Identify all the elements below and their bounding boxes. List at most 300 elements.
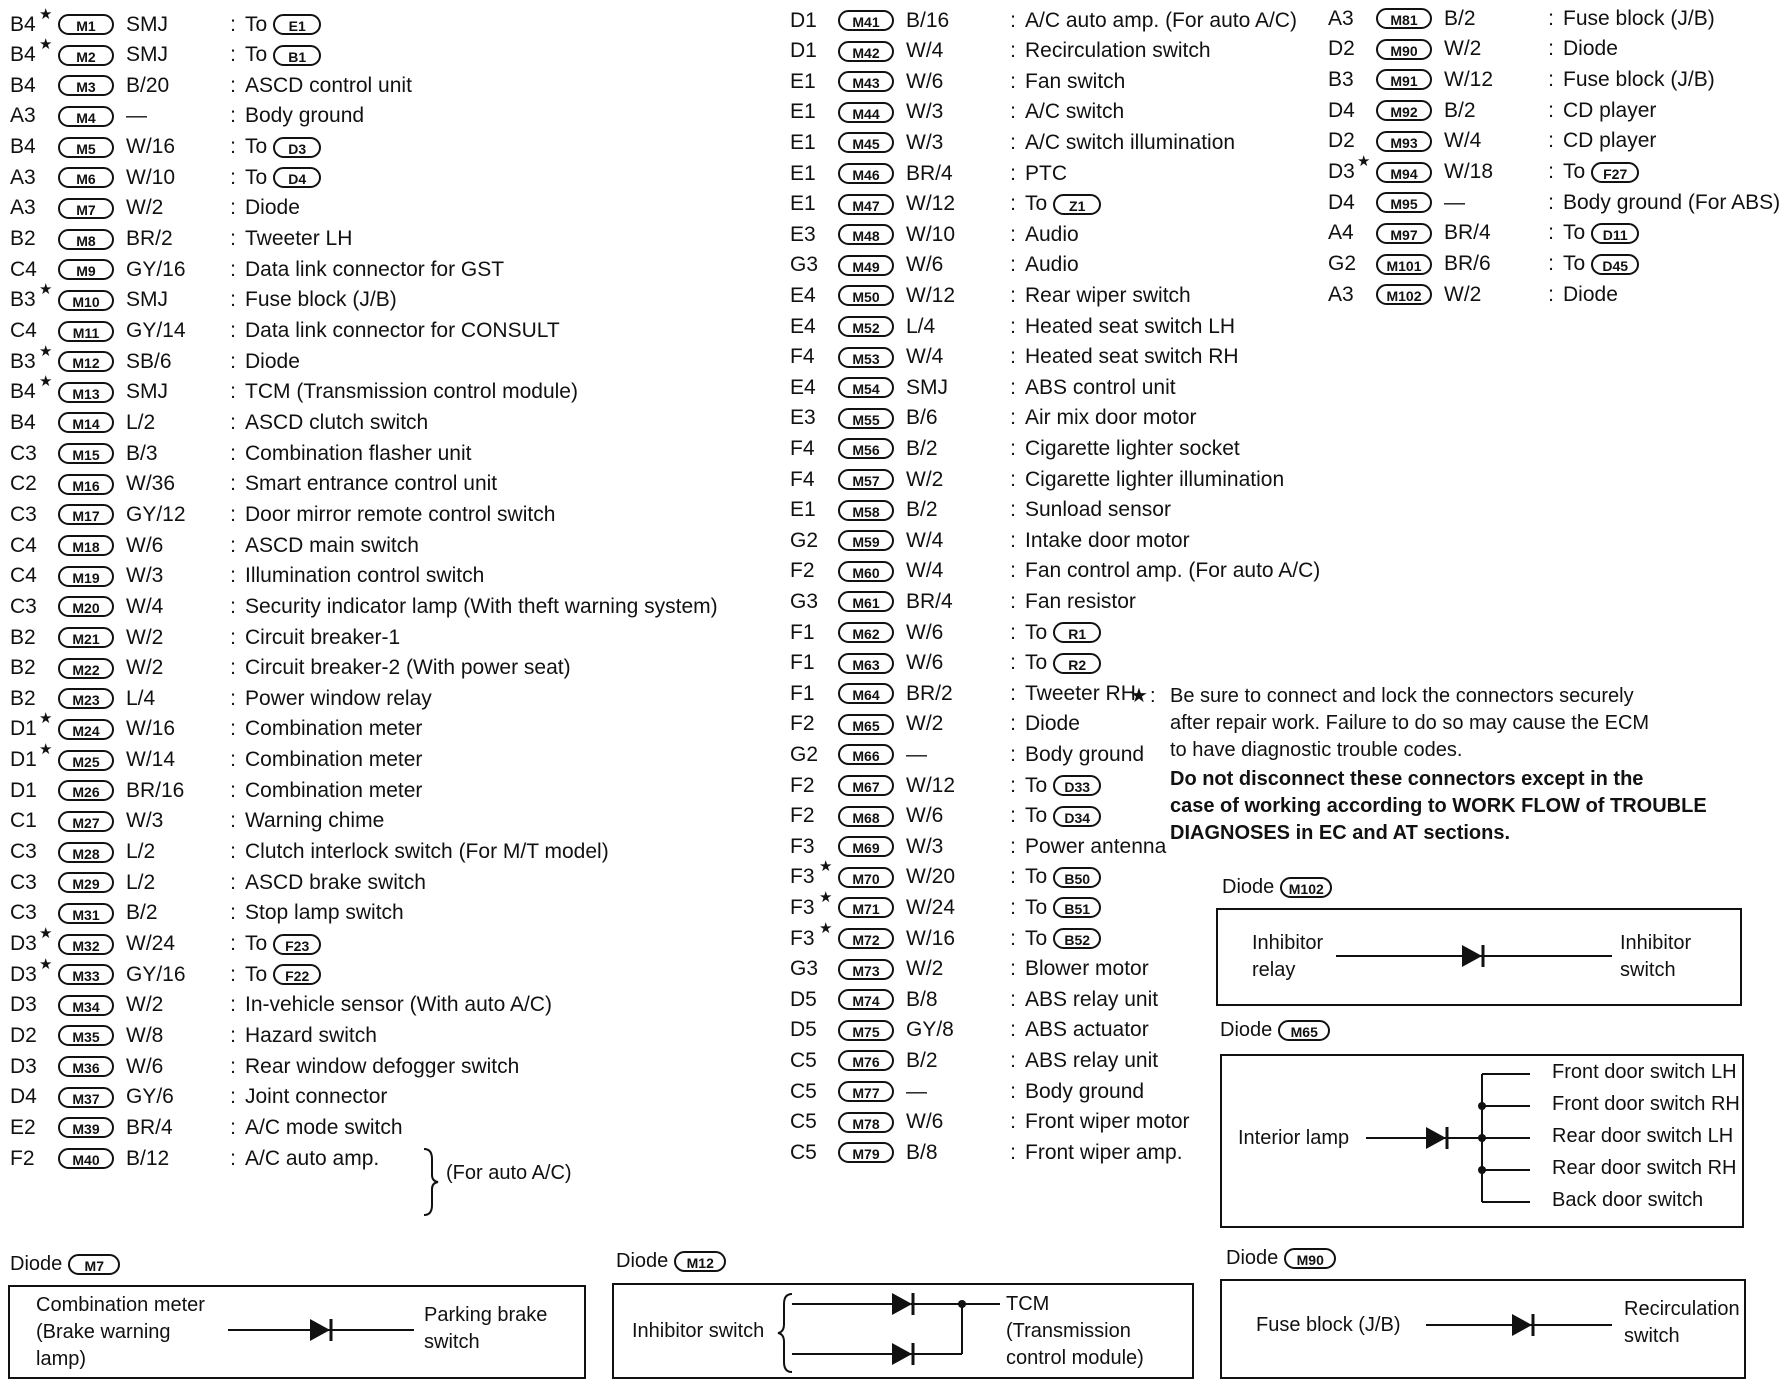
connector-spec: W/16 <box>126 717 176 741</box>
connector-description: Circuit breaker-1 <box>245 625 401 649</box>
connector-row <box>790 1076 1144 1107</box>
grid-location-label: E1 <box>790 100 816 124</box>
separator: : <box>1548 221 1554 245</box>
connector-description: Security indicator lamp (With theft warning system) <box>245 594 718 618</box>
separator: : <box>1548 160 1554 183</box>
connector-spec: B/2 <box>906 436 938 460</box>
grid-location <box>10 472 58 496</box>
connector-row <box>1328 34 1618 65</box>
separator: : <box>1010 773 1016 797</box>
connector-description: To <box>245 932 268 955</box>
connector-spec: B/2 <box>1444 6 1476 30</box>
connector-spec: W/2 <box>906 957 944 981</box>
connector-row <box>10 373 578 408</box>
separator: : <box>1010 1140 1016 1164</box>
connector-description: A/C switch <box>1025 100 1125 124</box>
connector-description: A/C mode switch <box>245 1115 403 1139</box>
connector-description: To <box>1025 804 1048 828</box>
separator: : <box>1010 926 1016 950</box>
connector-description: To <box>1563 160 1586 183</box>
connector-spec: W/6 <box>126 533 164 557</box>
grid-location-label: D3 <box>10 1054 37 1078</box>
grid-location <box>10 227 58 251</box>
connector-spec: W/12 <box>906 773 956 797</box>
grid-location <box>10 840 58 864</box>
connector-id: M7 <box>58 198 114 219</box>
connector-id: M23 <box>58 688 114 709</box>
connector-description: Hazard switch <box>245 1023 377 1047</box>
grid-location-label: B4 <box>10 135 36 159</box>
separator: : <box>230 778 236 802</box>
connector-description: Rear window defogger switch <box>245 1054 520 1078</box>
grid-location <box>790 621 838 645</box>
connector-row <box>10 955 321 990</box>
diode-m12-left: Inhibitor switch <box>632 1320 765 1342</box>
grid-location-label: C5 <box>790 1079 817 1103</box>
connector-spec: B/16 <box>906 8 950 32</box>
connector-row <box>790 586 1136 617</box>
grid-location-label: F4 <box>790 436 815 460</box>
connector-row <box>10 254 504 285</box>
grid-location <box>790 437 838 461</box>
grid-location-label: A3 <box>10 196 36 220</box>
connector-spec: W/4 <box>906 559 944 583</box>
grid-location <box>10 534 58 558</box>
connector-id: M34 <box>58 995 114 1016</box>
connector-row <box>1328 95 1656 126</box>
connector-id: M43 <box>838 71 894 92</box>
grid-location <box>10 595 58 619</box>
grid-location-label: D3 <box>10 962 37 986</box>
connector-description: Recirculation switch <box>1025 39 1211 63</box>
connector-spec: W/18 <box>1444 160 1494 183</box>
connector-description: Rear wiper switch <box>1025 283 1191 307</box>
separator: : <box>230 533 236 557</box>
connector-row <box>790 648 1101 679</box>
connector-description: Combination meter <box>245 748 423 772</box>
grid-location-label: D3 <box>1328 160 1355 183</box>
grid-location-label: F2 <box>790 804 815 828</box>
connector-id: M57 <box>838 469 894 490</box>
grid-location <box>790 376 838 400</box>
connector-spec: B/20 <box>126 73 170 97</box>
diode-m7-right-1: Parking brake <box>424 1304 548 1326</box>
diode-word: Diode <box>616 1250 669 1272</box>
connector-id: M75 <box>838 1020 894 1041</box>
connector-id: M97 <box>1376 223 1432 244</box>
separator: : <box>230 135 236 159</box>
destination-connector: E1 <box>273 14 321 35</box>
grid-location <box>10 1085 58 1109</box>
connector-description: Fuse block (J/B) <box>1563 6 1715 30</box>
grid-location-label: B4 <box>10 410 36 434</box>
star-mark: ★ <box>39 741 53 759</box>
connector-spec: B/2 <box>906 1048 938 1072</box>
connector-id: M17 <box>58 504 114 525</box>
note-line-1: Be sure to connect and lock the connectors securely <box>1170 685 1634 707</box>
connector-id: M48 <box>838 224 894 245</box>
grid-location <box>790 858 838 889</box>
diode-m12-right-3: control module) <box>1006 1347 1144 1369</box>
note-bold-line-1: Do not disconnect these connectors except in the <box>1170 768 1644 790</box>
connector-description: Tweeter LH <box>245 227 353 251</box>
connector-spec: W/2 <box>906 467 944 491</box>
grid-location-label: E2 <box>10 1115 36 1139</box>
diode-word: Diode <box>1222 876 1275 898</box>
connector-spec: BR/4 <box>126 1115 173 1139</box>
separator: : <box>230 441 236 465</box>
grid-location-label: D3 <box>10 993 37 1017</box>
separator: : <box>230 809 236 833</box>
grid-location <box>790 1049 838 1073</box>
connector-spec: W/8 <box>126 1023 164 1047</box>
connector-description: Illumination control switch <box>245 564 485 588</box>
connector-row <box>10 1020 377 1051</box>
connector-id: M91 <box>1376 69 1432 90</box>
connector-description: CD player <box>1563 98 1657 122</box>
grid-location-label: F2 <box>790 773 815 797</box>
connector-id: M42 <box>838 41 894 62</box>
diode-m65-left: Interior lamp <box>1238 1127 1350 1149</box>
connector-description: To <box>245 43 268 67</box>
destination-connector: B50 <box>1053 867 1101 888</box>
connector-row <box>790 311 1235 342</box>
separator: : <box>230 227 236 251</box>
connector-row <box>10 316 560 347</box>
star-mark: ★ <box>39 342 53 360</box>
connector-id: M14 <box>58 412 114 433</box>
connector-row <box>10 561 484 592</box>
separator: : <box>1010 1110 1016 1134</box>
connector-id: M25 <box>58 750 114 771</box>
connector-row <box>10 653 571 684</box>
connector-description: Front wiper amp. <box>1025 1140 1183 1164</box>
destination-connector: D33 <box>1053 775 1101 796</box>
grid-location-label: G2 <box>790 742 819 766</box>
connector-spec: W/24 <box>126 932 176 955</box>
diode-m102-right-2: switch <box>1620 959 1676 981</box>
grid-location <box>10 809 58 833</box>
separator: : <box>1010 620 1016 644</box>
connector-description: Diode <box>245 349 300 373</box>
grid-location <box>10 1147 58 1171</box>
destination-connector: F22 <box>273 964 321 985</box>
separator: : <box>230 993 236 1017</box>
connector-row <box>1328 187 1780 218</box>
grid-location-label: C3 <box>10 870 37 894</box>
note-line-2: after repair work. Failure to do so may cause the ECM <box>1170 712 1650 734</box>
grid-location-label: E3 <box>790 406 816 430</box>
diode-m65-symbol <box>1366 1068 1536 1208</box>
connector-id: M72 <box>838 928 894 949</box>
star-mark: ★ <box>39 281 53 299</box>
connector-row <box>10 224 352 255</box>
separator: : <box>1548 6 1554 30</box>
grid-location-label: D1 <box>790 39 817 63</box>
connector-description: To <box>1025 865 1048 889</box>
connector-row <box>10 775 422 806</box>
grid-location-label: D1 <box>10 778 37 802</box>
diode-m102-title <box>1222 876 1332 899</box>
diode-m90-right-1: Recirculation <box>1624 1298 1740 1320</box>
connector-description: A/C auto amp. (For auto A/C) <box>1025 8 1297 32</box>
grid-location-label: A3 <box>1328 282 1354 306</box>
connector-spec: BR/2 <box>906 681 953 705</box>
grid-location <box>10 319 58 343</box>
connector-spec: W/12 <box>1444 67 1494 91</box>
separator: : <box>1010 375 1016 399</box>
grid-location-label: D5 <box>790 987 817 1011</box>
grid-location-label: C1 <box>10 809 37 833</box>
separator: : <box>230 502 236 526</box>
connector-row <box>10 710 423 745</box>
diode-m7-right-2: switch <box>424 1331 480 1353</box>
connector-id: M65 <box>838 714 894 735</box>
grid-location-label: C3 <box>10 840 37 864</box>
grid-location <box>790 743 838 767</box>
connector-spec: B/12 <box>126 1146 170 1170</box>
connector-row <box>10 591 718 622</box>
grid-location-label: F4 <box>790 345 815 369</box>
connector-id: M45 <box>838 132 894 153</box>
separator: : <box>230 380 236 404</box>
grid-location <box>1328 283 1376 307</box>
separator: : <box>1010 681 1016 705</box>
connector-id: M94 <box>1376 162 1432 183</box>
connector-description: To <box>245 165 268 189</box>
star-mark: ★ <box>39 710 53 728</box>
connector-row <box>790 888 1101 923</box>
connector-description: ABS control unit <box>1025 375 1176 399</box>
star-mark: ★ <box>1357 153 1371 170</box>
grid-location-label: F2 <box>10 1146 35 1170</box>
separator: : <box>1010 467 1016 491</box>
separator: : <box>230 656 236 680</box>
connector-spec: B/2 <box>906 498 938 522</box>
grid-location-label: B4 <box>10 43 36 67</box>
destination-connector: F23 <box>273 934 321 955</box>
separator: : <box>1010 589 1016 613</box>
connector-description: Fuse block (J/B) <box>245 288 397 312</box>
connector-spec: W/16 <box>906 926 956 950</box>
connector-row <box>790 739 1144 770</box>
connector-id: M67 <box>838 775 894 796</box>
connector-description: Data link connector for CONSULT <box>245 319 560 342</box>
grid-location <box>790 682 838 706</box>
grid-location-label: F3 <box>790 865 815 889</box>
connector-description: CD player <box>1563 129 1657 153</box>
connector-description: Combination meter <box>245 778 423 802</box>
connector-description: Power window relay <box>245 686 432 710</box>
connector-row <box>10 132 321 163</box>
connector-id: M47 <box>838 194 894 215</box>
connector-spec: B/8 <box>906 987 938 1011</box>
grid-location-label: B2 <box>10 686 36 710</box>
grid-location <box>10 901 58 925</box>
separator: : <box>230 840 236 864</box>
connector-description: ASCD main switch <box>245 533 419 557</box>
connector-id: M21 <box>58 627 114 648</box>
connector-description: Diode <box>1563 37 1618 61</box>
connector-id: M35 <box>58 1025 114 1046</box>
connector-spec: GY/8 <box>906 1018 954 1042</box>
grid-location <box>790 192 838 216</box>
connector-row <box>790 858 1101 893</box>
connector-id: M62 <box>838 622 894 643</box>
connector-id: M12 <box>58 351 114 372</box>
connector-id: M73 <box>838 959 894 980</box>
grid-location-label: D1 <box>790 8 817 32</box>
grid-location-label: C5 <box>790 1110 817 1134</box>
connector-id: M2 <box>58 45 114 66</box>
diode-m65-out-1: Front door switch LH <box>1552 1061 1737 1083</box>
connector-row <box>790 617 1101 648</box>
connector-row <box>10 438 471 469</box>
grid-location-label: A4 <box>1328 221 1354 245</box>
star-mark: ★ <box>39 955 53 973</box>
connector-spec: W/4 <box>906 39 944 63</box>
grid-location <box>790 315 838 339</box>
connector-row <box>790 66 1125 97</box>
connector-description: Fuse block (J/B) <box>1563 67 1715 91</box>
connector-id: M81 <box>1376 8 1432 29</box>
connector-spec: BR/2 <box>126 227 173 251</box>
connector-spec: W/3 <box>126 809 164 833</box>
grid-location-label: F3 <box>790 895 815 919</box>
separator: : <box>1010 498 1016 522</box>
grid-location <box>10 36 58 67</box>
connector-id: M20 <box>58 596 114 617</box>
connector-description: ASCD control unit <box>245 73 412 97</box>
connector-row <box>10 162 321 193</box>
grid-location <box>1328 68 1376 92</box>
connector-id: M15 <box>58 443 114 464</box>
grid-location-label: B4 <box>10 380 36 404</box>
connector-spec: BR/6 <box>1444 252 1491 276</box>
diode-m90-symbol <box>1426 1313 1616 1337</box>
connector-id: M13 <box>58 382 114 403</box>
connector-description: To <box>1025 192 1048 216</box>
grid-location <box>10 993 58 1017</box>
connector-description: Audio <box>1025 253 1079 277</box>
connector-description: To <box>245 962 268 986</box>
diode-word: Diode <box>10 1253 63 1275</box>
grid-location-label: G3 <box>790 589 819 613</box>
grid-location-label: F3 <box>790 926 815 950</box>
separator: : <box>1010 865 1016 889</box>
connector-description: ABS relay unit <box>1025 987 1159 1011</box>
grid-location <box>790 100 838 124</box>
grid-location-label: E4 <box>790 283 816 307</box>
separator: : <box>1010 222 1016 246</box>
connector-description: To <box>1025 895 1048 919</box>
connector-id: M69 <box>838 836 894 857</box>
connector-row <box>10 898 404 929</box>
grid-location <box>790 919 838 951</box>
connector-spec: B/2 <box>1444 98 1476 122</box>
diode-m90-title <box>1226 1247 1336 1270</box>
connector-description: Stop lamp switch <box>245 901 404 925</box>
connector-spec: W/3 <box>126 564 164 588</box>
connector-description: To <box>1025 926 1048 950</box>
connector-description: Warning chime <box>245 809 385 833</box>
grid-location-label: E3 <box>790 222 816 246</box>
connector-id: M66 <box>838 744 894 765</box>
connector-description: Cigarette lighter illumination <box>1025 467 1285 491</box>
separator: : <box>1010 436 1016 460</box>
connector-row <box>790 831 1166 862</box>
separator: : <box>230 349 236 373</box>
connector-description: Diode <box>1563 282 1618 306</box>
connector-id: M61 <box>838 591 894 612</box>
separator: : <box>1010 8 1016 32</box>
connector-spec: W/12 <box>906 283 956 307</box>
connector-id: M44 <box>838 102 894 123</box>
connector-row <box>790 556 1320 587</box>
connector-row <box>790 801 1101 832</box>
grid-location-label: C4 <box>10 319 37 342</box>
connector-description: Heated seat switch LH <box>1025 314 1236 338</box>
connector-row <box>10 499 555 530</box>
connector-description: Blower motor <box>1025 957 1149 981</box>
connector-row <box>790 770 1101 801</box>
connector-description: Air mix door motor <box>1025 406 1197 430</box>
connector-id: M101 <box>1376 254 1432 275</box>
separator: : <box>1010 283 1016 307</box>
separator: : <box>230 73 236 97</box>
grid-location <box>10 687 58 711</box>
grid-location-label: B3 <box>10 349 36 373</box>
connector-id: M50 <box>838 285 894 306</box>
connector-description: Diode <box>245 196 300 220</box>
separator: : <box>1548 282 1554 306</box>
connector-spec: W/2 <box>1444 37 1482 61</box>
connector-row <box>790 219 1079 250</box>
connector-id: M71 <box>838 897 894 918</box>
diode-m65-title <box>1220 1019 1330 1042</box>
connector-description: Body ground (For ABS) <box>1563 190 1780 214</box>
grid-location <box>1328 129 1376 153</box>
connector-description: Fan switch <box>1025 69 1126 93</box>
connector-spec: L/4 <box>906 314 936 338</box>
connector-id: M41 <box>838 10 894 31</box>
destination-connector: B52 <box>1053 928 1101 949</box>
connector-description: A/C auto amp. <box>245 1146 380 1170</box>
connector-row <box>10 70 412 101</box>
diode-m7-left-1: Combination meter <box>36 1294 205 1316</box>
connector-spec: L/2 <box>126 410 156 434</box>
separator: : <box>230 962 236 986</box>
connector-id: M68 <box>838 806 894 827</box>
separator: : <box>1010 559 1016 583</box>
connector-row <box>790 1015 1149 1046</box>
connector-id: M63 <box>838 653 894 674</box>
connector-spec: W/14 <box>126 748 176 772</box>
separator: : <box>230 870 236 894</box>
grid-location <box>790 774 838 798</box>
note-line-3: to have diagnostic trouble codes. <box>1170 739 1463 761</box>
diode-m65-out-3: Rear door switch LH <box>1552 1125 1734 1147</box>
connector-description: Audio <box>1025 222 1079 246</box>
grid-location <box>10 1116 58 1140</box>
connector-description: Power antenna <box>1025 834 1167 858</box>
connector-id: M8 <box>58 229 114 250</box>
star-mark: ★ <box>39 36 53 54</box>
connector-description: To <box>1563 221 1586 245</box>
connector-id: M56 <box>838 438 894 459</box>
connector-id: M74 <box>838 989 894 1010</box>
connector-id: M36 <box>58 1056 114 1077</box>
